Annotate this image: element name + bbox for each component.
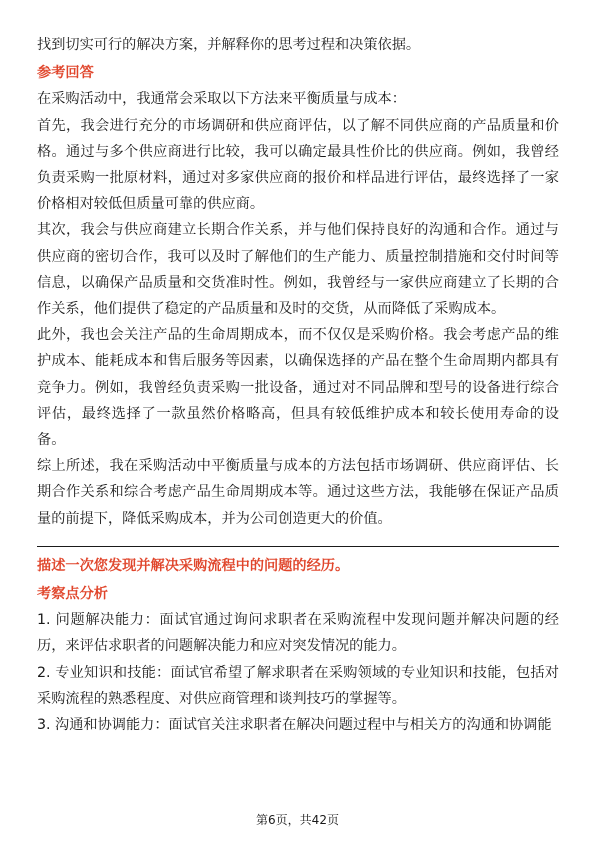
analysis-point-2: 2. 专业知识和技能：面试官希望了解求职者在采购领域的专业知识和技能，包括对采购流程的熟悉程度、对供应商管理和谈判技巧的掌握等。	[37, 664, 559, 707]
answer-paragraph-3: 其次，我会与供应商建立长期合作关系，并与他们保持良好的沟通和合作。通过与供应商的密切合作，我可以及时了解他们的生产能力、质量控制措施和交付时间等信息，以确保产品质量和交货准时性。例如，我曾经与一家供应商建立了长期的合作关系，他们提供了稳定的产品质量和及时的交货，从而降低了采购成本。	[37, 222, 559, 318]
question-tail-text: 找到切实可行的解决方案，并解释你的思考过程和决策依据。	[37, 37, 421, 53]
analysis-heading: 考察点分析	[37, 586, 108, 603]
section-divider	[37, 546, 559, 547]
document-page	[37, 32, 559, 738]
answer-paragraph-5: 综上所述，我在采购活动中平衡质量与成本的方法包括市场调研、供应商评估、长期合作关系和综合考虑产品生命周期成本等。通过这些方法，我能够在保证产品质量的前提下，降低采购成本，并为公司创造更大的价值。	[37, 458, 559, 527]
page-number-footer: 第6页，共42页	[256, 813, 339, 827]
analysis-point-1: 1. 问题解决能力：面试官通过询问求职者在采购流程中发现问题并解决问题的经历，来评估求职者的问题解决能力和应对突发情况的能力。	[37, 612, 559, 655]
answer-paragraph-4: 此外，我也会关注产品的生命周期成本，而不仅仅是采购价格。我会考虑产品的维护成本、能耗成本和售后服务等因素，以确保选择的产品在整个生命周期内都具有竞争力。例如，我曾经负责采购一批设备，通过对不同品牌和型号的设备进行综合评估，最终选择了一款虽然价格略高，但具有较低维护成本和较长使用寿命的设备。	[37, 327, 559, 449]
analysis-point-3: 3. 沟通和协调能力：面试官关注求职者在解决问题过程中与相关方的沟通和协调能	[37, 717, 552, 734]
answer-paragraph-1: 在采购活动中，我通常会采取以下方法来平衡质量与成本：	[37, 91, 406, 108]
answer-heading: 参考回答	[37, 65, 94, 82]
answer-paragraph-2: 首先，我会进行充分的市场调研和供应商评估，以了解不同供应商的产品质量和价格。通过与多个供应商进行比较，我可以确定最具性价比的供应商。例如，我曾经负责采购一批原材料，通过对多家供应商的报价和样品进行评估，最终选择了一家价格相对较低但质量可靠的供应商。	[37, 117, 559, 213]
question-heading: 描述一次您发现并解决采购流程中的问题的经历。	[37, 557, 350, 574]
